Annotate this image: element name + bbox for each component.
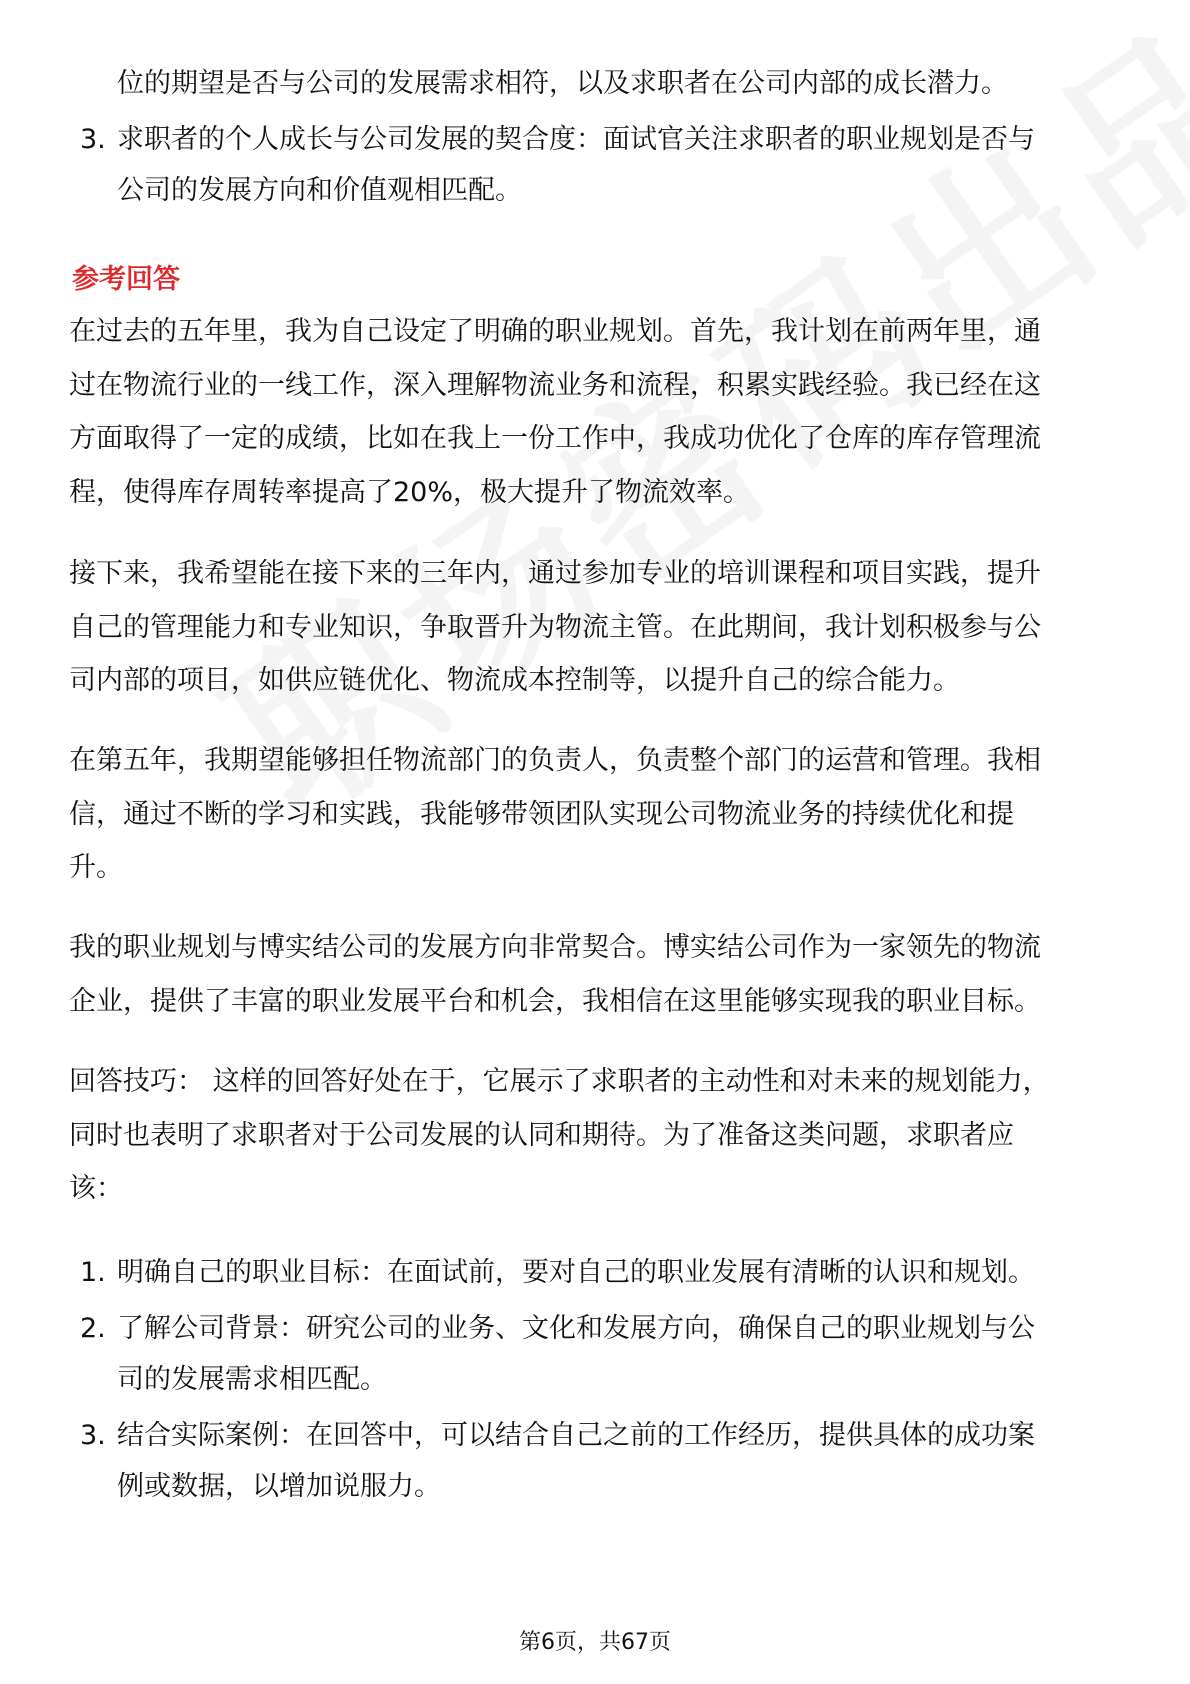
list-item-text: 求职者的个人成长与公司发展的契合度：面试官关注求职者的职业规划是否与 bbox=[117, 124, 1035, 155]
section-heading: 参考回答 bbox=[72, 264, 180, 295]
paragraph-line: 方面取得了一定的成绩，比如在我上一份工作中，我成功优化了仓库的库存管理流 bbox=[69, 423, 1041, 454]
list-item-text: 结合实际案例：在回答中，可以结合自己之前的工作经历，提供具体的成功案 bbox=[117, 1420, 1035, 1451]
paragraph-line: 在第五年，我期望能够担任物流部门的负责人，负责整个部门的运营和管理。我相 bbox=[69, 745, 1041, 776]
paragraph-line: 程，使得库存周转率提高了20%，极大提升了物流效率。 bbox=[69, 477, 751, 508]
paragraph-line: 同时也表明了求职者对于公司发展的认同和期待。为了准备这类问题，求职者应 bbox=[69, 1120, 1014, 1151]
list-item-text: 了解公司背景：研究公司的业务、文化和发展方向，确保自己的职业规划与公 bbox=[117, 1313, 1035, 1344]
list-item-number: 1. bbox=[80, 1257, 106, 1288]
paragraph-line: 我的职业规划与博实结公司的发展方向非常契合。博实结公司作为一家领先的物流 bbox=[69, 932, 1041, 963]
paragraph-line: 司内部的项目，如供应链优化、物流成本控制等，以提升自己的综合能力。 bbox=[69, 665, 960, 696]
list-item-text: 例或数据，以增加说服力。 bbox=[117, 1471, 441, 1502]
paragraph-line: 在过去的五年里，我为自己设定了明确的职业规划。首先，我计划在前两年里，通 bbox=[69, 316, 1041, 347]
list-continued-line: 位的期望是否与公司的发展需求相符，以及求职者在公司内部的成长潜力。 bbox=[117, 68, 1008, 99]
list-item-text: 明确自己的职业目标：在面试前，要对自己的职业发展有清晰的认识和规划。 bbox=[117, 1257, 1035, 1288]
paragraph-line: 过在物流行业的一线工作，深入理解物流业务和流程，积累实践经验。我已经在这 bbox=[69, 370, 1041, 401]
paragraph-line: 信，通过不断的学习和实践，我能够带领团队实现公司物流业务的持续优化和提 bbox=[69, 799, 1014, 830]
list-item-text: 司的发展需求相匹配。 bbox=[117, 1364, 387, 1395]
page-number: 第6页，共67页 bbox=[519, 1630, 671, 1655]
paragraph-line: 接下来，我希望能在接下来的三年内，通过参加专业的培训课程和项目实践，提升 bbox=[69, 558, 1041, 589]
paragraph-line: 该： bbox=[69, 1173, 123, 1204]
paragraph-line: 企业，提供了丰富的职业发展平台和机会，我相信在这里能够实现我的职业目标。 bbox=[69, 986, 1041, 1017]
paragraph-line: 升。 bbox=[69, 852, 123, 883]
paragraph-line: 自己的管理能力和专业知识，争取晋升为物流主管。在此期间，我计划积极参与公 bbox=[69, 612, 1041, 643]
list-item-text: 公司的发展方向和价值观相匹配。 bbox=[117, 175, 522, 206]
paragraph-line: 回答技巧： 这样的回答好处在于，它展示了求职者的主动性和对未来的规划能力， bbox=[69, 1066, 1050, 1097]
list-item-number: 3. bbox=[80, 124, 106, 155]
list-item-number: 3. bbox=[80, 1420, 106, 1451]
list-item-number: 2. bbox=[80, 1313, 106, 1344]
